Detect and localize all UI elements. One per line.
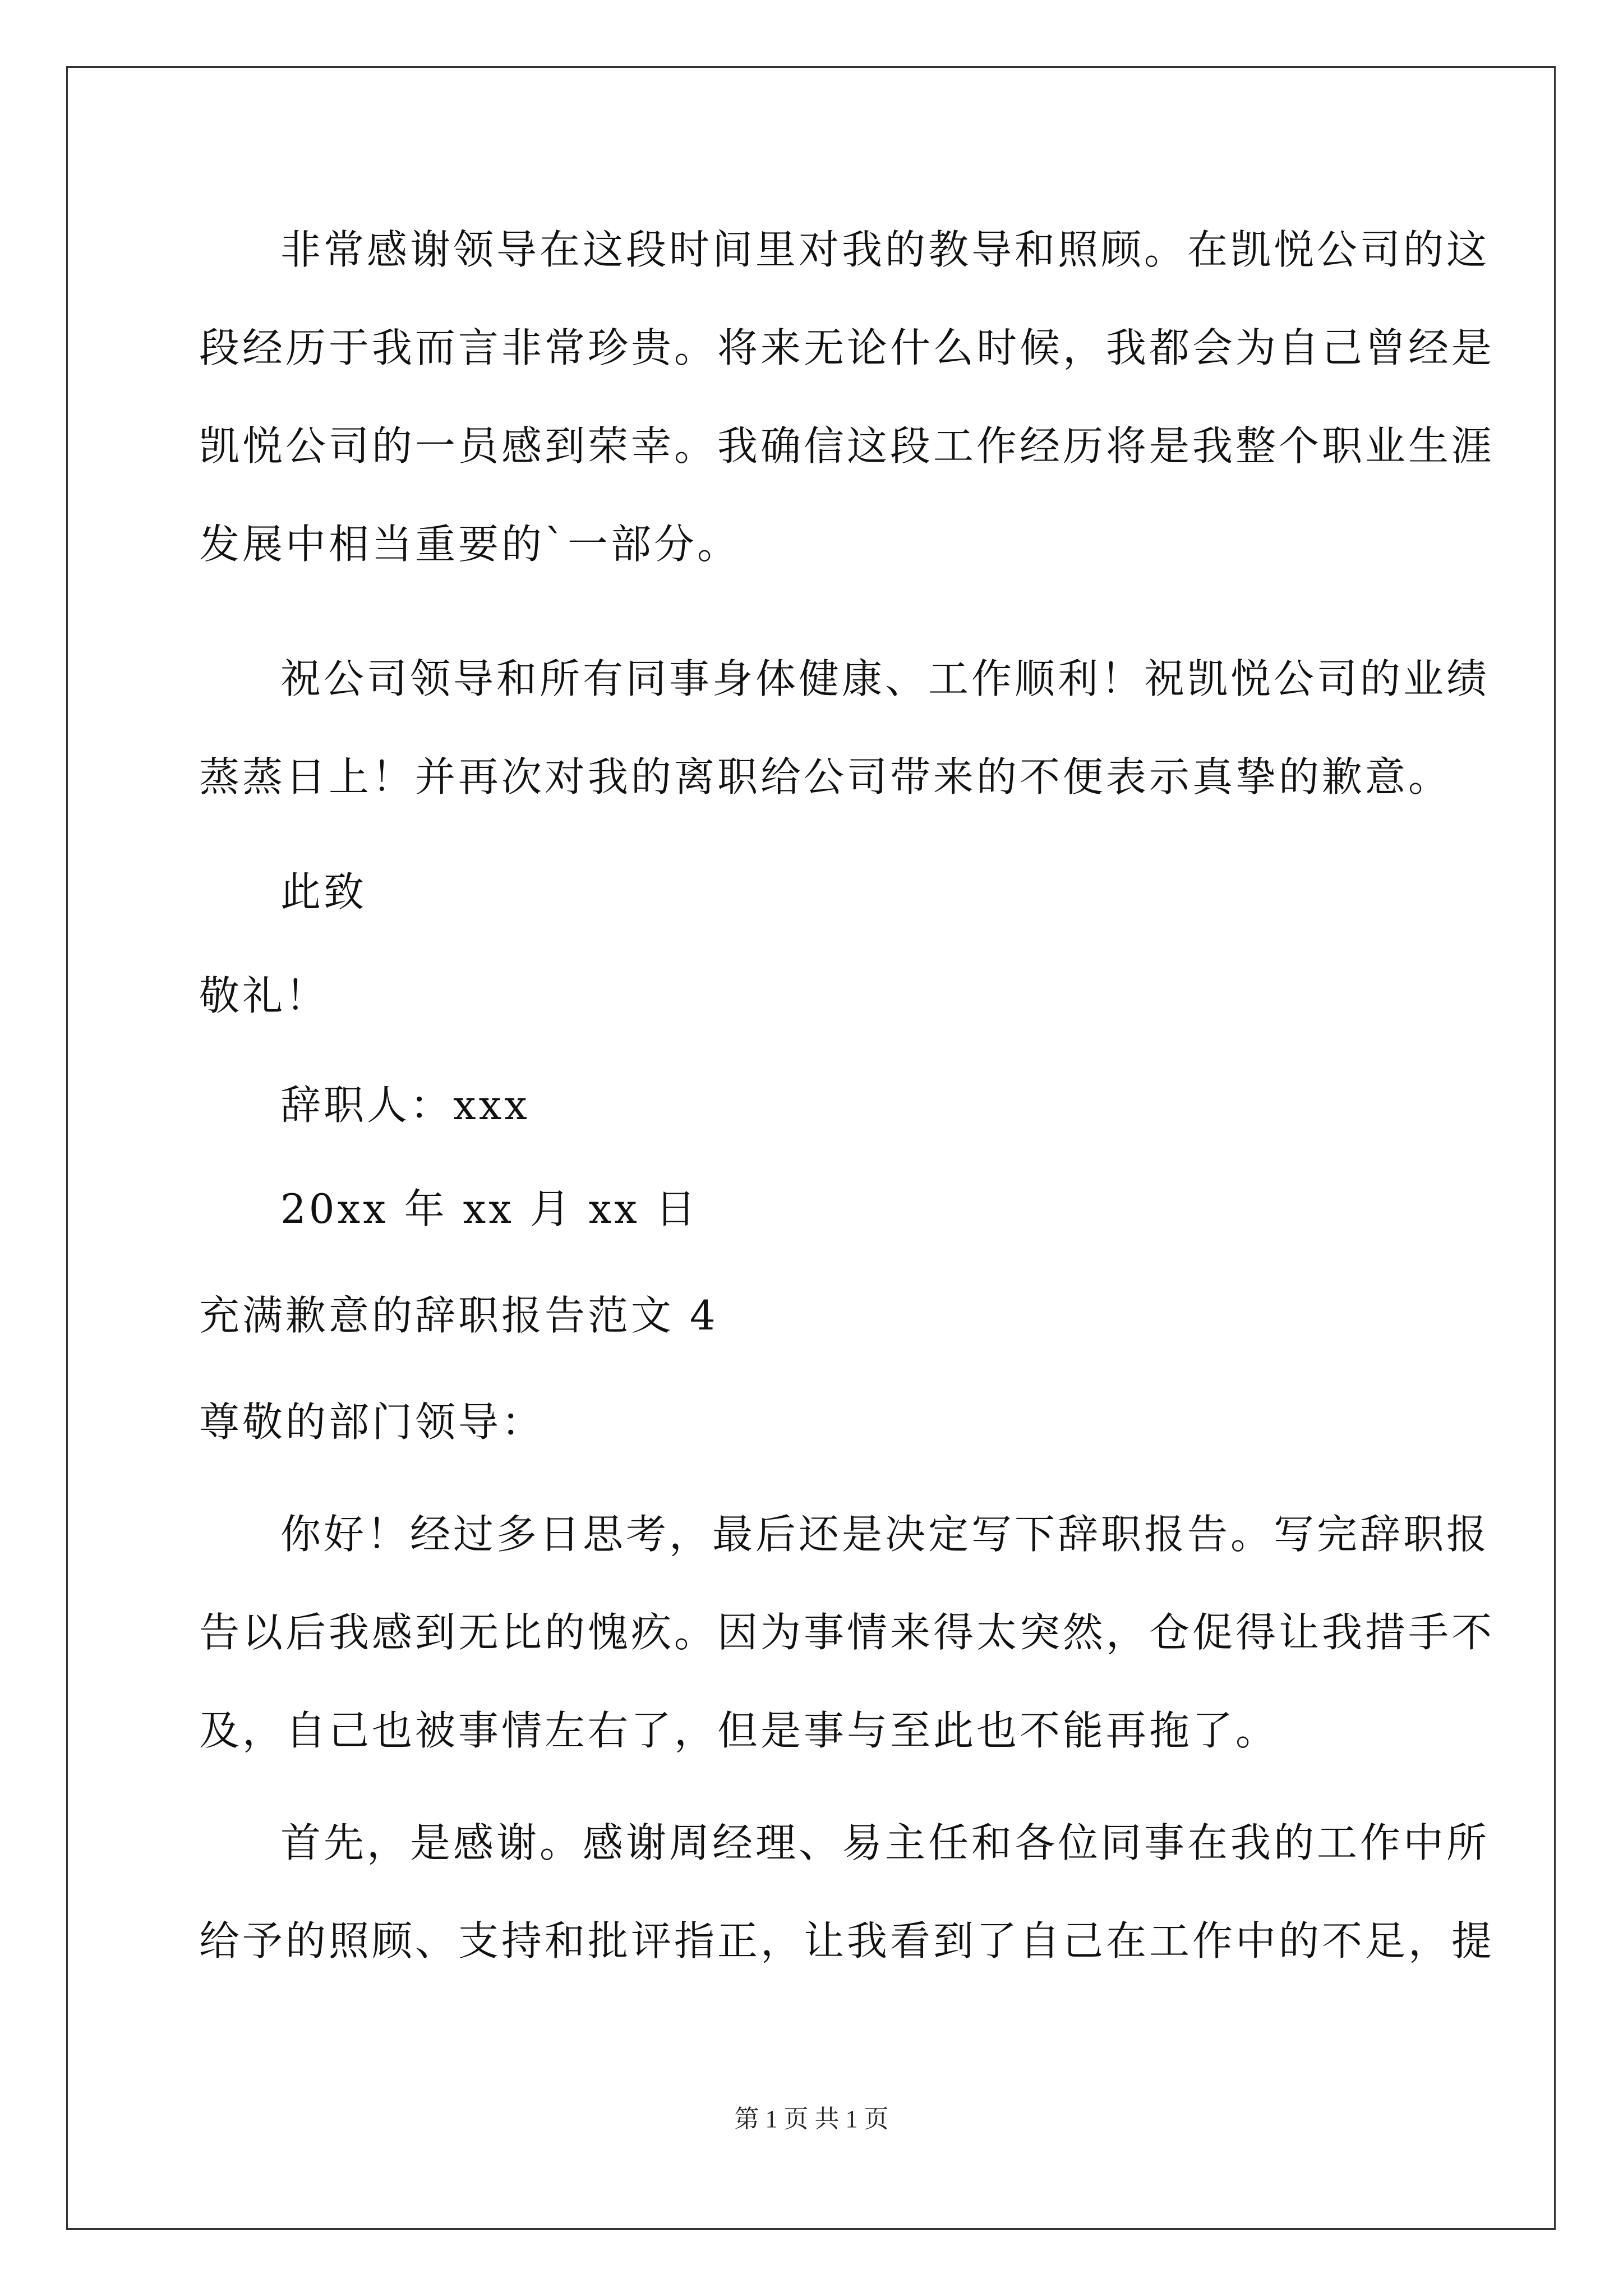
paragraph-line: 段经历于我而言非常珍贵。将来无论什么时候，我都会为自己曾经是 bbox=[199, 324, 1495, 371]
paragraph-line: 首先，是感谢。感谢周经理、易主任和各位同事在我的工作中所 bbox=[280, 1819, 1490, 1866]
greeting-line: 尊敬的部门领导： bbox=[199, 1398, 545, 1446]
paragraph-line: 告以后我感到无比的愧疚。因为事情来得太突然，仓促得让我措手不 bbox=[199, 1609, 1495, 1656]
paragraph-line: 你好！经过多日思考，最后还是决定写下辞职报告。写完辞职报 bbox=[280, 1511, 1490, 1558]
paragraph-line: 及，自己也被事情左右了，但是事与至此也不能再拖了。 bbox=[199, 1707, 1279, 1754]
paragraph-line: 蒸蒸日上！并再次对我的离职给公司带来的不便表示真挚的歉意。 bbox=[199, 753, 1452, 800]
paragraph-line: 祝公司领导和所有同事身体健康、工作顺利！祝凯悦公司的业绩 bbox=[280, 655, 1490, 702]
page-border bbox=[66, 66, 1556, 2230]
paragraph-line: 凯悦公司的一员感到荣幸。我确信这段工作经历将是我整个职业生涯 bbox=[199, 422, 1495, 470]
signer-line: 辞职人：xxx bbox=[280, 1082, 530, 1129]
page-number-footer: 第 1 页 共 1 页 bbox=[734, 2105, 889, 2133]
closing-regards: 敬礼！ bbox=[199, 972, 329, 1019]
date-line: 20xx 年 xx 月 xx 日 bbox=[280, 1185, 699, 1232]
paragraph-line: 给予的照顾、支持和批评指正，让我看到了自己在工作中的不足，提 bbox=[199, 1917, 1495, 1964]
section-title: 充满歉意的辞职报告范文 4 bbox=[199, 1292, 718, 1339]
closing-salutation: 此致 bbox=[280, 868, 367, 915]
paragraph-line: 非常感谢领导在这段时间里对我的教导和照顾。在凯悦公司的这 bbox=[280, 226, 1490, 273]
paragraph-line: 发展中相当重要的`一部分。 bbox=[199, 521, 741, 568]
